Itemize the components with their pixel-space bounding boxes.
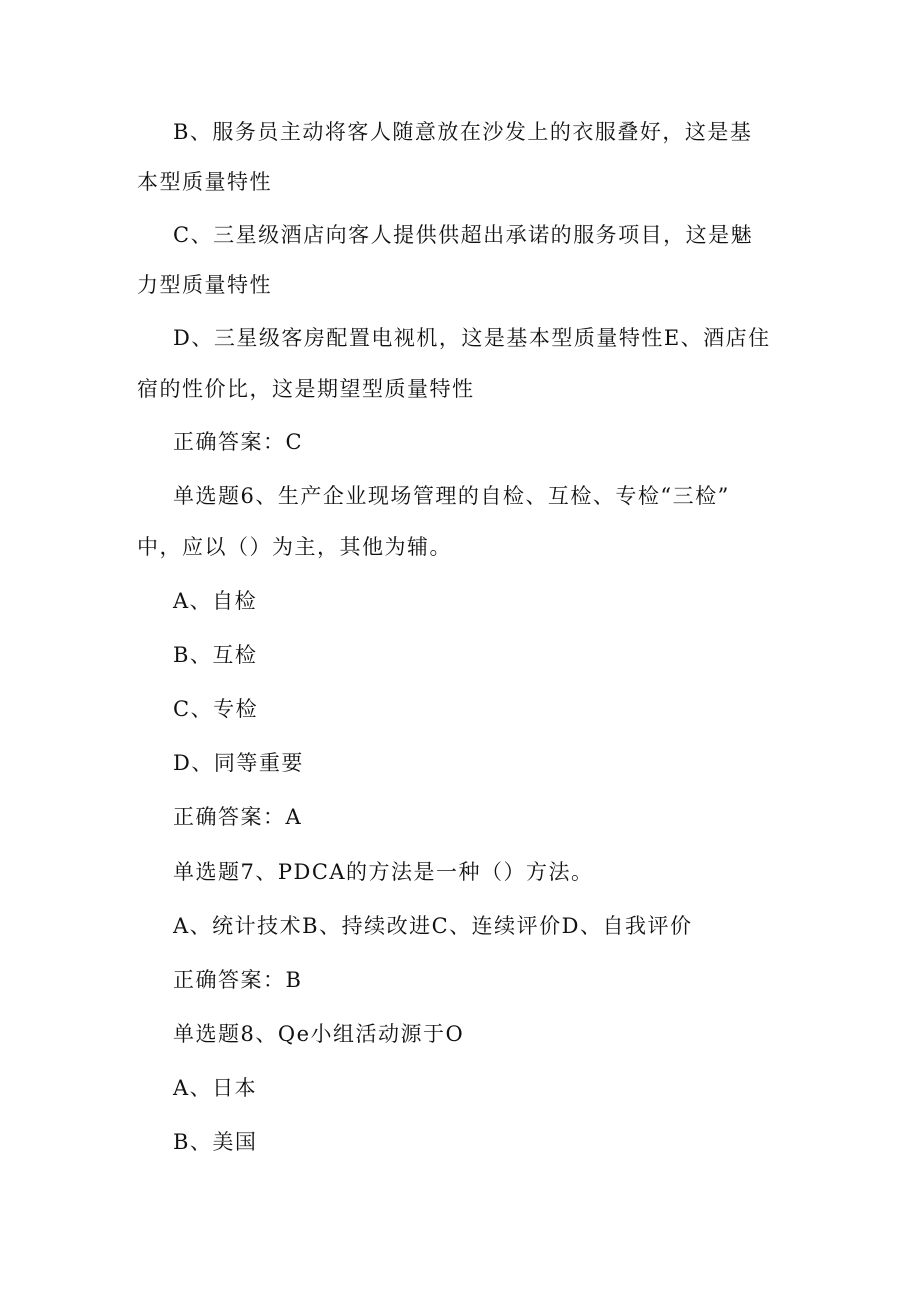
option-d-line-1: D、三星级客房配置电视机，这是基本型质量特性E、酒店住 xyxy=(173,326,771,350)
answer-6: 正确答案：A xyxy=(173,805,303,829)
q6-option-b: B、互检 xyxy=(173,643,258,667)
answer-5: 正确答案：C xyxy=(173,430,304,454)
q6-option-a: A、自检 xyxy=(173,589,258,613)
question-6-line-1: 单选题6、生产企业现场管理的自检、互检、专检“三检” xyxy=(173,484,730,508)
q7-options: A、统计技术B、持续改进C、连续评价D、自我评价 xyxy=(173,914,693,938)
answer-7: 正确答案：B xyxy=(173,968,303,992)
option-c-line-1: C、三星级酒店向客人提供供超出承诺的服务项目，这是魅 xyxy=(173,223,754,247)
option-d-line-2: 宿的性价比，这是期望型质量特性 xyxy=(137,377,475,401)
question-7: 单选题7、PDCA的方法是一种（）方法。 xyxy=(173,860,594,884)
question-6-line-2: 中，应以（）为主，其他为辅。 xyxy=(137,535,452,559)
q6-option-d: D、同等重要 xyxy=(173,751,304,775)
q6-option-c: C、专检 xyxy=(173,697,259,721)
question-8: 单选题8、Qe小组活动源于O xyxy=(173,1022,465,1046)
option-c-line-2: 力型质量特性 xyxy=(137,273,272,297)
option-b-line-2: 本型质量特性 xyxy=(137,170,272,194)
option-b-line-1: B、服务员主动将客人随意放在沙发上的衣服叠好，这是基 xyxy=(173,120,753,144)
q8-option-a: A、日本 xyxy=(173,1076,258,1100)
q8-option-b: B、美国 xyxy=(173,1130,258,1154)
